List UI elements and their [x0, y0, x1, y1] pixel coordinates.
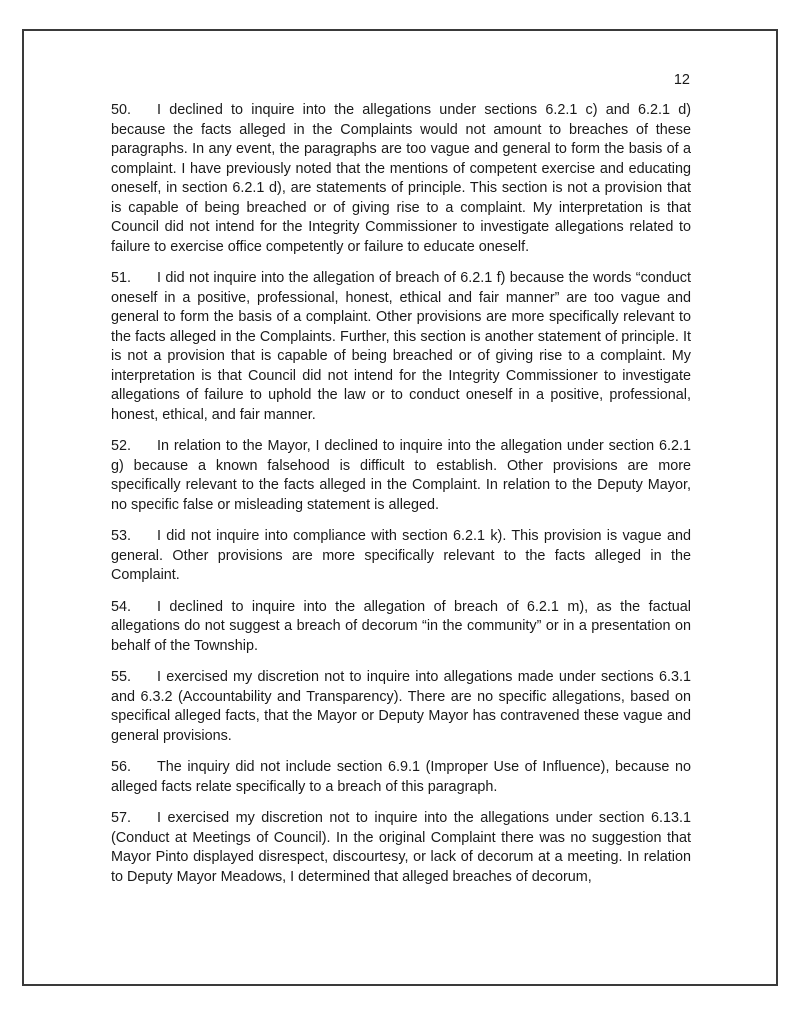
paragraph-number: 52.: [111, 438, 132, 454]
paragraph-57: [111, 809, 691, 887]
paragraph-number: 53.: [111, 528, 132, 544]
paragraph-text: In relation to the Mayor, I declined to inquire into the allegation under section 6.2.1 g) because a known falsehood is difficult to establish. Other provisions are more specifically relevant to the facts alleged in the Complaint. In relation to the Deputy Mayor, no specific false or misleading statement is alleged.: [111, 438, 691, 513]
paragraph-53: [111, 527, 691, 586]
paragraph-text: I exercised my discretion not to inquire into the allegations under section 6.13.1 (Conduct at Meetings of Council). In the original Complaint there was no suggestion that Mayor Pinto displayed disrespect, discourtesy, or lack of decorum at a meeting. In relation to Deputy Mayor Meadows, I determined that alleged breaches of decorum,: [111, 810, 691, 885]
paragraph-number: 55.: [111, 669, 132, 685]
paragraph-number: 50.: [111, 102, 132, 118]
paragraph-text: I declined to inquire into the allegation of breach of 6.2.1 m), as the factual allegations do not suggest a breach of decorum “in the community” or in a presentation on behalf of the Township.: [111, 598, 691, 654]
paragraph-text: I exercised my discretion not to inquire into allegations made under sections 6.3.1 and 6.3.2 (Accountability and Transparency). There are no specific allegations, based on specifical alleged facts, that the Mayor or Deputy Mayor has contravened these vague and general provisions.: [111, 669, 691, 744]
paragraph-text: I declined to inquire into the allegations under sections 6.2.1 c) and 6.2.1 d) because the facts alleged in the Complaints would not amount to breaches of these paragraphs. In any event, the paragraphs are too vague and general to form the basis of a complaint. I have previously noted that the mentions of competent exercise and educating oneself, in section 6.2.1 d), are statements of principle. This section is not a provision that is capable of being breached or of giving rise to a complaint. My interpretation is that Council did not intend for the Integrity Commissioner to investigate allegations related to failure to exercise office competently or failure to educate oneself.: [111, 102, 691, 255]
paragraph-text: I did not inquire into compliance with section 6.2.1 k). This provision is vague and general. Other provisions are more specifically relevant to the facts alleged in the Complaint.: [111, 528, 691, 583]
paragraph-number: 57.: [111, 810, 132, 826]
paragraph-number: 51.: [111, 270, 132, 286]
paragraph-52: [111, 437, 691, 515]
paragraph-text: The inquiry did not include section 6.9.1 (Improper Use of Influence), because no alleged facts relate specifically to a breach of this paragraph.: [111, 759, 691, 795]
document-body: [111, 101, 691, 899]
paragraph-54: [111, 598, 691, 657]
paragraph-number: 54.: [111, 598, 132, 615]
paragraph-number: 56.: [111, 759, 132, 775]
paragraph-51: [111, 269, 691, 425]
paragraph-50: [111, 101, 691, 257]
paragraph-56: [111, 758, 691, 797]
paragraph-55: [111, 668, 691, 746]
paragraph-text: I did not inquire into the allegation of breach of 6.2.1 f) because the words “conduct oneself in a positive, professional, honest, ethical and fair manner” are too vague and general to form the basis of a complaint. Other provisions are more specifically relevant to the facts alleged in the Complaints. Further, this section is another statement of principle. It is not a provision that is capable of being breached or of giving rise to a complaint. My interpretation is that Council did not intend for the Integrity Commissioner to investigate allegations of failure to uphold the law or to conduct oneself in a positive, professional, honest, ethical, and fair manner.: [111, 270, 691, 423]
page-number: 12: [673, 72, 690, 88]
